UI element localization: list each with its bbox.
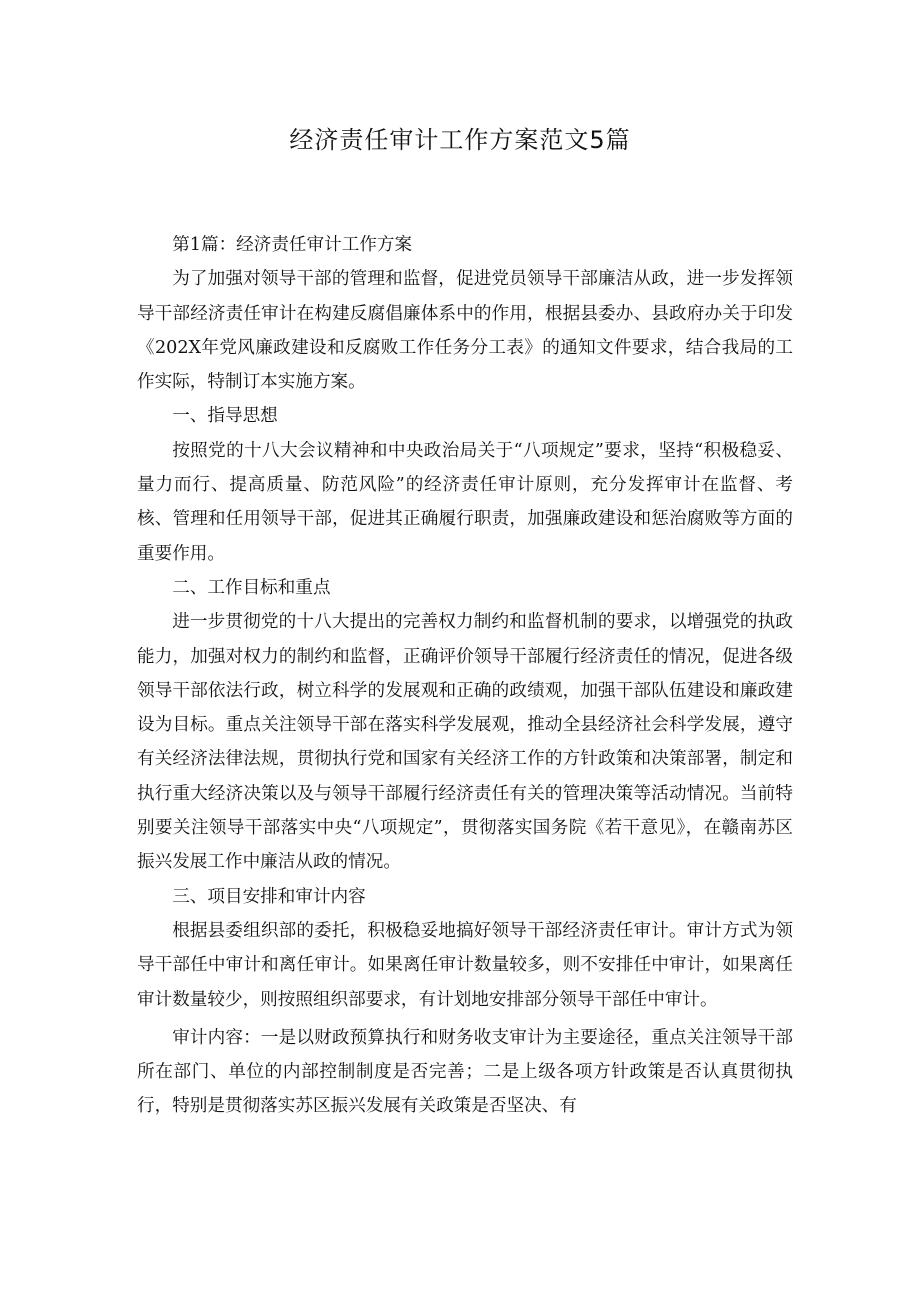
- document-title: 经济责任审计工作方案范文5篇: [289, 126, 631, 154]
- document-body: [137, 228, 793, 1124]
- paragraph: 根据县委组织部的委托，积极稳妥地搞好领导干部经济责任审计。审计方式为领导干部任中审计和离任审计。如果离任审计数量较多，则不安排任中审计，如果离任审计数量较少，则按照组织部要求，有计划地安排部分领导干部任中审计。: [137, 920, 793, 1010]
- paragraph: 审计内容：一是以财政预算执行和财务收支审计为主要途径，重点关注领导干部所在部门、单位的内部控制制度是否完善；二是上级各项方针政策是否认真贯彻执行，特别是贯彻落实苏区振兴发展有关政策是否坚决、有: [137, 1027, 793, 1117]
- section-heading: 第1篇：经济责任审计工作方案: [172, 235, 413, 255]
- paragraph: 进一步贯彻党的十八大提出的完善权力制约和监督机制的要求，以增强党的执政能力，加强对权力的制约和监督，正确评价领导干部履行经济责任的情况，促进各级领导干部依法行政，树立科学的发展观和正确的政绩观，加强干部队伍建设和廉政建设为目标。重点关注领导干部在落实科学发展观，推动全县经济社会科学发展，遵守有关经济法律法规，贯彻执行党和国家有关经济工作的方针政策和决策部署，制定和执行重大经济决策以及与领导干部履行经济责任有关的管理决策等活动情况。当前特别要关注领导干部落实中央“八项规定”，贯彻落实国务院《若干意见》，在赣南苏区振兴发展工作中廉洁从政的情况。: [137, 612, 793, 873]
- section-heading: 二、工作目标和重点: [172, 577, 331, 598]
- paragraph: 按照党的十八大会议精神和中央政治局关于“八项规定”要求，坚持“积极稳妥、量力而行、提高质量、防范风险”的经济责任审计原则，充分发挥审计在监督、考核、管理和任用领导干部，促进其正确履行职责，加强廉政建设和惩治腐败等方面的重要作用。: [137, 440, 793, 564]
- paragraph: 为了加强对领导干部的管理和监督，促进党员领导干部廉洁从政，进一步发挥领导干部经济责任审计在构建反腐倡廉体系中的作用，根据县委办、县政府办关于印发《202X年党风廉政建设和反腐败工作任务分工表》的通知文件要求，结合我局的工作实际，特制订本实施方案。: [137, 269, 793, 393]
- section-heading: 一、指导思想: [172, 406, 278, 427]
- section-heading: 三、项目安排和审计内容: [172, 886, 366, 907]
